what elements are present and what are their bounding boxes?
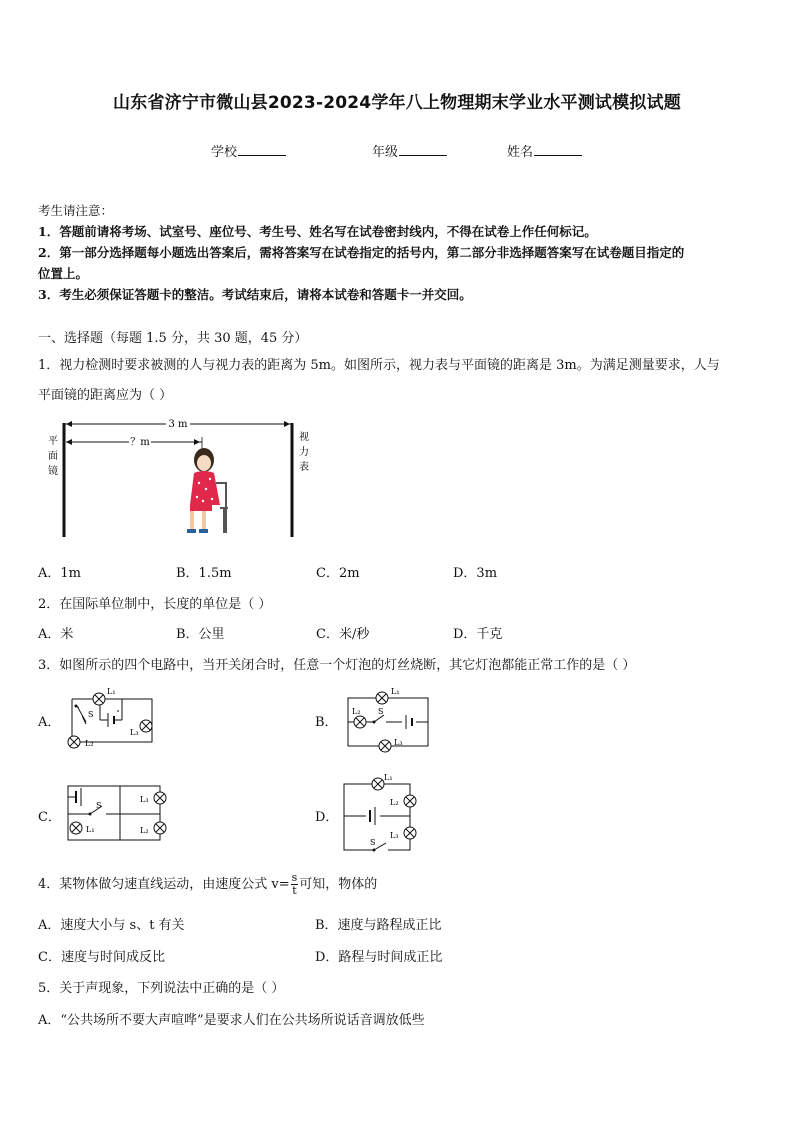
label-l3: L₃ <box>130 728 139 737</box>
lamp-icon <box>70 822 82 834</box>
lamp-icon <box>376 692 388 704</box>
q5-option-a[interactable]: A．“公共场所不要大声喧哗”是要求人们在公共场所说话音调放低些 <box>38 1013 425 1028</box>
lamp-icon <box>140 720 152 732</box>
label-l1: L₁ <box>384 773 393 782</box>
page-title: 山东省济宁市微山县2023-2024学年八上物理期末学业水平测试模拟试题 <box>113 93 681 113</box>
label-s: S <box>88 710 94 719</box>
chart-label-3: 表 <box>299 462 309 473</box>
q3-option-a-label[interactable]: A． <box>38 715 61 730</box>
mirror-label-3: 镜 <box>48 466 58 477</box>
lamp-icon <box>354 716 366 728</box>
q3-option-d-label[interactable]: D． <box>315 810 339 825</box>
q1-option-b[interactable]: B．1.5m <box>176 566 232 581</box>
grade-field <box>372 141 447 160</box>
label-s: S <box>370 838 376 847</box>
label-l2: L₂ <box>140 826 149 835</box>
q1-option-d[interactable]: D．3m <box>453 566 498 581</box>
label-l3: L₃ <box>140 795 149 804</box>
formula-numerator: s <box>291 871 298 884</box>
distance-unknown-label: ？m <box>130 437 150 448</box>
q1-figure <box>44 413 314 545</box>
lamp-icon <box>68 736 80 748</box>
label-l1: L₁ <box>107 687 116 696</box>
distance-3m-label: 3 m <box>168 419 188 430</box>
lamp-icon <box>93 693 105 705</box>
lamp-icon <box>154 792 166 804</box>
label-l3: L₃ <box>390 831 399 840</box>
label-l2: L₂ <box>352 707 361 716</box>
q2-option-d[interactable]: D．千克 <box>453 627 503 642</box>
label-l2: L₂ <box>85 739 94 748</box>
name-label: 姓名 <box>507 145 534 160</box>
lamp-icon <box>404 827 416 839</box>
q3-text: 3．如图所示的四个电路中，当开关闭合时，任意一个灯泡的灯丝烧断，其它灯泡都能正常工作的是（ ） <box>38 658 636 673</box>
q4-option-c[interactable]: C．速度与时间成反比 <box>38 950 165 965</box>
label-l1: L₁ <box>86 825 95 834</box>
q3-circuit-c <box>62 778 172 848</box>
label-s: S <box>378 707 384 716</box>
lamp-icon <box>404 795 416 807</box>
label-s: S <box>96 801 102 810</box>
lamp-icon <box>154 822 166 834</box>
q4-prefix: 4．某物体做匀速直线运动，由速度公式 v= <box>38 877 290 892</box>
label-l1: L₁ <box>391 687 400 696</box>
q3-option-b-label[interactable]: B． <box>315 715 338 730</box>
q4-text <box>38 872 377 897</box>
grade-label: 年级 <box>372 145 399 160</box>
notice-item-2: 2．第一部分选择题每小题选出答案后，需将答案写在试卷指定的括号内，第二部分非选择题答案写在试卷题目指定的 <box>38 245 685 260</box>
notice-item-2-cont: 位置上。 <box>38 266 89 281</box>
label-l2: L₂ <box>390 798 399 807</box>
label-l3: L₃ <box>394 738 403 747</box>
q4-option-a[interactable]: A．速度大小与 s、t 有关 <box>38 918 185 933</box>
section-heading: 一、选择题（每题 1.5 分，共 30 题，45 分） <box>38 331 308 346</box>
q2-option-a[interactable]: A．米 <box>38 627 74 642</box>
school-label: 学校 <box>211 145 238 160</box>
notice-item-1: 1．答题前请将考场、试室号、座位号、考生号、姓名写在试卷密封线内，不得在试卷上作任何标记。 <box>38 224 597 239</box>
q2-text: 2．在国际单位制中，长度的单位是（ ） <box>38 597 272 612</box>
q4-suffix: 可知，物体的 <box>299 877 378 892</box>
mirror-label-1: 平 <box>48 436 58 447</box>
q2-option-b[interactable]: B．公里 <box>176 627 225 642</box>
q3-option-c-label[interactable]: C． <box>38 810 61 825</box>
q1-text-line1: 1．视力检测时要求被测的人与视力表的距离为 5m。如图所示，视力表与平面镜的距离是 3m。为满足测量要求，人与 <box>38 358 720 373</box>
chart-label-1: 视 <box>299 432 309 443</box>
school-field <box>211 141 286 160</box>
formula-denominator: t <box>292 884 297 897</box>
q3-circuit-a <box>62 684 162 756</box>
q4-option-d[interactable]: D．路程与时间成正比 <box>315 950 443 965</box>
q3-circuit-b <box>340 684 440 756</box>
q3-circuit-d <box>340 772 430 856</box>
chart-label-2: 力 <box>299 447 309 458</box>
name-blank <box>534 143 582 156</box>
school-blank <box>238 143 286 156</box>
lamp-icon <box>379 740 391 752</box>
q1-text-line2: 平面镜的距离应为（ ） <box>38 388 173 403</box>
q1-option-c[interactable]: C．2m <box>316 566 360 581</box>
q4-option-b[interactable]: B．速度与路程成正比 <box>315 918 442 933</box>
q5-text: 5．关于声现象，下列说法中正确的是（ ） <box>38 981 285 996</box>
grade-blank <box>399 143 447 156</box>
q2-option-c[interactable]: C．米/秒 <box>316 627 370 642</box>
notice-item-3: 3．考生必须保证答题卡的整洁。考试结束后，请将本试卷和答题卡一并交回。 <box>38 287 472 302</box>
q1-option-a[interactable]: A．1m <box>38 566 81 581</box>
seated-girl-illustration <box>187 448 228 533</box>
mirror-label-2: 面 <box>48 451 58 462</box>
name-field <box>507 141 582 160</box>
lamp-icon <box>372 778 384 790</box>
velocity-formula-fraction <box>291 872 299 897</box>
notice-heading: 考生请注意： <box>38 203 114 218</box>
